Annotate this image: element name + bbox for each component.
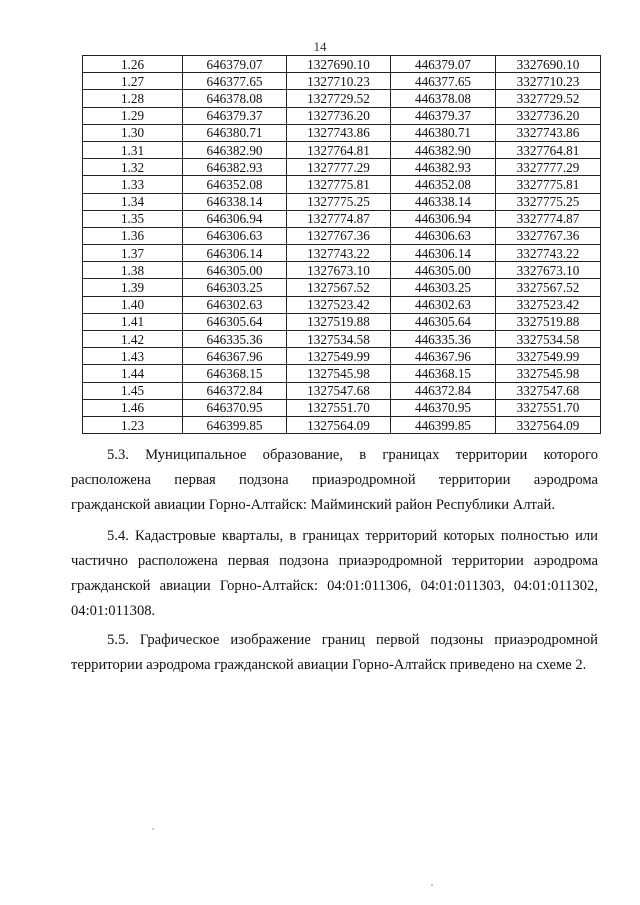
table-cell-y-msk: 1327523.42: [287, 296, 391, 313]
table-cell-x-local: 446370.95: [391, 399, 496, 416]
table-cell-y-msk: 1327777.29: [287, 159, 391, 176]
table-cell-x-msk: 646372.84: [183, 382, 287, 399]
table-row: [83, 193, 601, 210]
table-row: [83, 382, 601, 399]
paragraph-5-3: [71, 443, 598, 518]
table-cell-x-local: 446368.15: [391, 365, 496, 382]
table-cell-y-local: 3327519.88: [496, 313, 601, 330]
table-cell-x-local: 446338.14: [391, 193, 496, 210]
table-cell-y-msk: 1327534.58: [287, 331, 391, 348]
table-cell-point-number: 1.38: [83, 262, 183, 279]
table-cell-y-msk: 1327567.52: [287, 279, 391, 296]
table-row: [83, 73, 601, 90]
table-cell-y-msk: 1327673.10: [287, 262, 391, 279]
table-cell-y-local: 3327545.98: [496, 365, 601, 382]
table-cell-x-local: 446305.00: [391, 262, 496, 279]
paragraph-5-4: 5.4. Кадастровые кварталы, в границах территорий которых полностью или частично расположена первая подзона приаэродромной территории аэродрома гражданской авиации Горно-Алтайск: 04:01:011306, 04:01:011303, 04:01:011302, 04:01:011308.: [71, 528, 598, 619]
table-cell-y-local: 3327764.81: [496, 141, 601, 158]
table-row: [83, 210, 601, 227]
table-cell-x-msk: 646380.71: [183, 124, 287, 141]
table-cell-point-number: 1.42: [83, 331, 183, 348]
table-cell-point-number: 1.44: [83, 365, 183, 382]
scan-speck: [152, 828, 154, 830]
table-cell-x-msk: 646305.00: [183, 262, 287, 279]
table-row: [83, 245, 601, 262]
table-cell-y-msk: 1327690.10: [287, 56, 391, 73]
table-cell-point-number: 1.30: [83, 124, 183, 141]
table-cell-point-number: 1.33: [83, 176, 183, 193]
table-cell-y-msk: 1327736.20: [287, 107, 391, 124]
table-cell-x-local: 446382.93: [391, 159, 496, 176]
table-row: [83, 416, 601, 433]
table-cell-x-local: 446379.07: [391, 56, 496, 73]
scan-speck: [431, 884, 433, 886]
table-cell-point-number: 1.39: [83, 279, 183, 296]
table-cell-x-local: 446303.25: [391, 279, 496, 296]
paragraph-5-5: 5.5. Графическое изображение границ первой подзоны приаэродромной территории аэродрома гражданской авиации Горно-Алтайск приведено на схеме 2.: [71, 632, 598, 673]
table-cell-x-msk: 646379.37: [183, 107, 287, 124]
paragraph-5-3-line-3: гражданской авиации Горно-Алтайск: Майминский район Республики Алтай.: [71, 497, 555, 513]
table-cell-x-msk: 646335.36: [183, 331, 287, 348]
table-cell-x-msk: 646305.64: [183, 313, 287, 330]
paragraph-5-3-line-2: расположена первая подзона приаэродромной территории аэродрома: [71, 472, 598, 488]
table-cell-y-local: 3327743.22: [496, 245, 601, 262]
table-cell-point-number: 1.35: [83, 210, 183, 227]
table-cell-point-number: 1.34: [83, 193, 183, 210]
table-row: [83, 107, 601, 124]
table-cell-point-number: 1.27: [83, 73, 183, 90]
table-cell-x-msk: 646367.96: [183, 348, 287, 365]
table-cell-x-local: 446378.08: [391, 90, 496, 107]
table-cell-y-local: 3327775.81: [496, 176, 601, 193]
table-cell-y-msk: 1327764.81: [287, 141, 391, 158]
table-cell-y-local: 3327743.86: [496, 124, 601, 141]
table-cell-y-local: 3327549.99: [496, 348, 601, 365]
table-cell-y-local: 3327523.42: [496, 296, 601, 313]
table-cell-x-msk: 646399.85: [183, 416, 287, 433]
table-row: [83, 279, 601, 296]
table-cell-x-local: 446302.63: [391, 296, 496, 313]
table-cell-x-msk: 646368.15: [183, 365, 287, 382]
table-row: [83, 296, 601, 313]
table-cell-y-local: 3327534.58: [496, 331, 601, 348]
table-cell-x-local: 446306.63: [391, 227, 496, 244]
table-cell-x-msk: 646382.90: [183, 141, 287, 158]
table-cell-x-msk: 646306.94: [183, 210, 287, 227]
table-row: [83, 159, 601, 176]
table-row: [83, 331, 601, 348]
table-cell-y-local: 3327564.09: [496, 416, 601, 433]
table-row: [83, 313, 601, 330]
table-cell-x-msk: 646377.65: [183, 73, 287, 90]
table-row: [83, 262, 601, 279]
table-cell-point-number: 1.26: [83, 56, 183, 73]
table-cell-x-local: 446399.85: [391, 416, 496, 433]
table-cell-point-number: 1.41: [83, 313, 183, 330]
table-cell-x-msk: 646379.07: [183, 56, 287, 73]
page-number: 14: [313, 39, 327, 54]
table-cell-y-local: 3327736.20: [496, 107, 601, 124]
table-cell-y-local: 3327551.70: [496, 399, 601, 416]
table-cell-point-number: 1.40: [83, 296, 183, 313]
table-cell-y-msk: 1327549.99: [287, 348, 391, 365]
table-cell-y-msk: 1327767.36: [287, 227, 391, 244]
table-cell-x-msk: 646382.93: [183, 159, 287, 176]
table-cell-point-number: 1.31: [83, 141, 183, 158]
table-cell-point-number: 1.43: [83, 348, 183, 365]
table-cell-x-msk: 646303.25: [183, 279, 287, 296]
table-cell-y-msk: 1327547.68: [287, 382, 391, 399]
table-cell-point-number: 1.29: [83, 107, 183, 124]
table-cell-y-msk: 1327775.25: [287, 193, 391, 210]
table-cell-y-local: 3327710.23: [496, 73, 601, 90]
table-row: [83, 399, 601, 416]
table-cell-point-number: 1.32: [83, 159, 183, 176]
table-cell-x-msk: 646378.08: [183, 90, 287, 107]
table-cell-x-msk: 646352.08: [183, 176, 287, 193]
table-cell-y-msk: 1327551.70: [287, 399, 391, 416]
table-cell-y-local: 3327729.52: [496, 90, 601, 107]
table-cell-y-local: 3327690.10: [496, 56, 601, 73]
paragraph-5-3-line-1: 5.3. Муниципальное образование, в границах территории которого: [107, 447, 598, 463]
table-cell-y-msk: 1327729.52: [287, 90, 391, 107]
table-cell-y-local: 3327567.52: [496, 279, 601, 296]
table-cell-x-msk: 646306.14: [183, 245, 287, 262]
table-cell-point-number: 1.23: [83, 416, 183, 433]
coordinates-table-body: [83, 56, 601, 434]
table-row: [83, 348, 601, 365]
table-cell-point-number: 1.37: [83, 245, 183, 262]
table-cell-y-local: 3327767.36: [496, 227, 601, 244]
coordinates-table: [82, 55, 601, 434]
table-cell-y-msk: 1327545.98: [287, 365, 391, 382]
table-cell-point-number: 1.46: [83, 399, 183, 416]
table-row: [83, 365, 601, 382]
table-row: [83, 141, 601, 158]
table-cell-y-msk: 1327775.81: [287, 176, 391, 193]
table-cell-x-msk: 646370.95: [183, 399, 287, 416]
table-row: [83, 176, 601, 193]
table-cell-y-local: 3327777.29: [496, 159, 601, 176]
table-cell-x-local: 446382.90: [391, 141, 496, 158]
table-cell-y-msk: 1327710.23: [287, 73, 391, 90]
table-cell-y-local: 3327774.87: [496, 210, 601, 227]
table-cell-x-local: 446380.71: [391, 124, 496, 141]
table-cell-point-number: 1.36: [83, 227, 183, 244]
table-cell-y-msk: 1327519.88: [287, 313, 391, 330]
table-cell-y-msk: 1327743.86: [287, 124, 391, 141]
table-cell-y-msk: 1327774.87: [287, 210, 391, 227]
table-cell-x-local: 446377.65: [391, 73, 496, 90]
table-cell-x-local: 446306.14: [391, 245, 496, 262]
table-cell-x-local: 446367.96: [391, 348, 496, 365]
table-cell-x-local: 446379.37: [391, 107, 496, 124]
table-cell-x-msk: 646338.14: [183, 193, 287, 210]
table-cell-x-local: 446305.64: [391, 313, 496, 330]
table-cell-y-local: 3327673.10: [496, 262, 601, 279]
table-cell-point-number: 1.28: [83, 90, 183, 107]
table-cell-x-local: 446352.08: [391, 176, 496, 193]
table-cell-y-local: 3327775.25: [496, 193, 601, 210]
table-cell-x-local: 446372.84: [391, 382, 496, 399]
table-cell-x-local: 446335.36: [391, 331, 496, 348]
table-cell-y-msk: 1327743.22: [287, 245, 391, 262]
table-row: [83, 227, 601, 244]
table-cell-x-msk: 646306.63: [183, 227, 287, 244]
table-cell-x-local: 446306.94: [391, 210, 496, 227]
table-cell-x-msk: 646302.63: [183, 296, 287, 313]
table-row: [83, 90, 601, 107]
table-cell-y-msk: 1327564.09: [287, 416, 391, 433]
table-row: [83, 56, 601, 73]
table-row: [83, 124, 601, 141]
table-cell-y-local: 3327547.68: [496, 382, 601, 399]
table-cell-point-number: 1.45: [83, 382, 183, 399]
